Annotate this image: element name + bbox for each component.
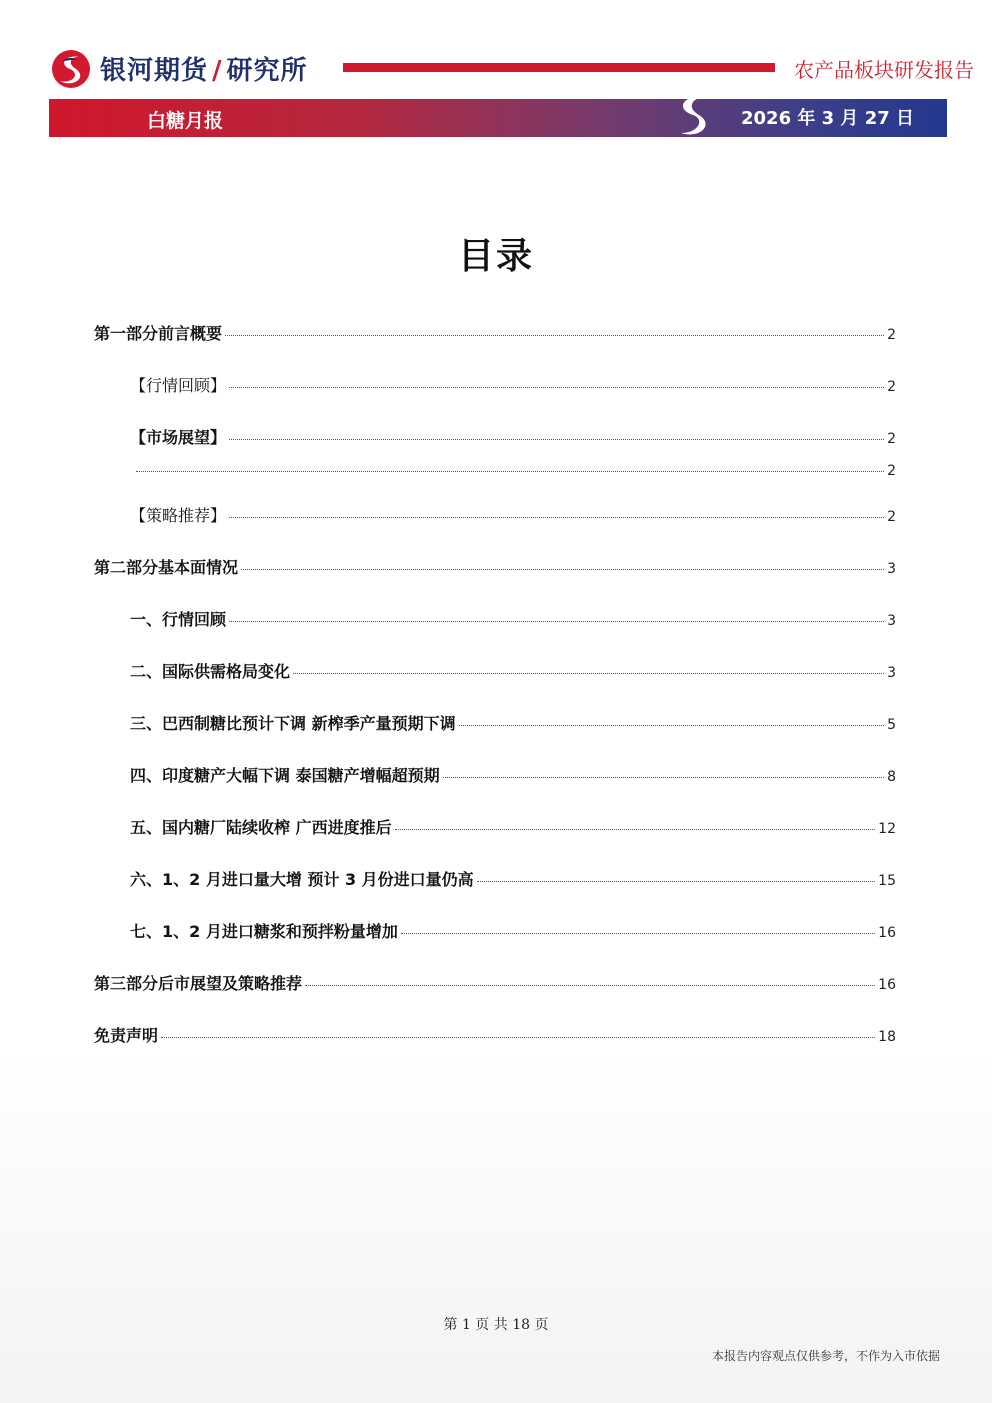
- toc-entry-page: 5: [887, 717, 896, 733]
- toc-entry-market-outlook[interactable]: [130, 425, 896, 448]
- toc-dot-leader: [229, 620, 884, 622]
- toc-dot-leader: [459, 724, 885, 726]
- banner-title: 白糖月报: [147, 110, 224, 132]
- toc-entry-label: 三、巴西制糖比预计下调 新榨季产量预期下调: [130, 714, 456, 733]
- toc-dot-leader: [401, 932, 875, 934]
- toc-title: 目录: [457, 236, 534, 277]
- toc-entry-page: 3: [887, 561, 896, 577]
- report-date: 2026 年 3 月 27 日: [741, 108, 915, 129]
- toc-entry-page: 2: [887, 431, 896, 447]
- toc-entry-label: 二、国际供需格局变化: [130, 662, 291, 681]
- toc-entry-page: 8: [887, 769, 896, 785]
- page-indicator: 第 1 页 共 18 页: [443, 1317, 549, 1333]
- toc-entry-page: 2: [887, 463, 896, 479]
- toc-entry-page: 3: [887, 665, 896, 681]
- toc-entry-disclaimer[interactable]: [94, 1023, 896, 1046]
- toc-entry-market-review[interactable]: [130, 373, 896, 396]
- toc-dot-leader: [225, 334, 884, 336]
- toc-entry-section-3[interactable]: [130, 711, 896, 734]
- toc-entry-strategy[interactable]: [130, 503, 896, 526]
- header-red-rule: [343, 63, 775, 72]
- toc-dot-leader: [293, 672, 884, 674]
- toc-entry-section-1[interactable]: [130, 607, 896, 630]
- toc-entry-label: 【行情回顾】: [130, 376, 227, 395]
- brand-title: [100, 50, 308, 87]
- brand-slash: /: [212, 56, 223, 86]
- toc-dot-leader: [241, 568, 884, 570]
- toc-dot-leader: [161, 1036, 875, 1038]
- toc-entry-section-2[interactable]: [130, 659, 896, 682]
- toc-entry-label: 六、1、2 月进口量大增 预计 3 月份进口量仍高: [130, 870, 474, 889]
- toc-dot-leader: [229, 386, 884, 388]
- toc-entry-label: 四、印度糖产大幅下调 泰国糖产增幅超预期: [130, 766, 440, 785]
- swoosh-icon: [669, 91, 719, 141]
- toc-dot-leader: [229, 438, 884, 440]
- toc-entry-label: 五、国内糖厂陆续收榨 广西进度推后: [130, 818, 392, 837]
- toc-entry-label: 一、行情回顾: [130, 610, 227, 629]
- toc-entry-page: 16: [878, 925, 896, 941]
- toc-entry-page: 2: [887, 327, 896, 343]
- toc-entry-page: 3: [887, 613, 896, 629]
- toc-entry-part-three[interactable]: [94, 971, 896, 994]
- toc-entry-section-6[interactable]: [130, 867, 896, 890]
- toc-entry-label: 【策略推荐】: [130, 506, 227, 525]
- footer-disclaimer: 本报告内容观点仅供参考，不作为入市依据: [711, 1349, 940, 1363]
- toc-entry-page: 2: [887, 379, 896, 395]
- toc-entry-section-5[interactable]: [130, 815, 896, 838]
- toc-entry-page: 2: [887, 509, 896, 525]
- toc-entry-unlabeled[interactable]: [133, 463, 896, 479]
- toc-entry-section-7[interactable]: [130, 919, 896, 942]
- toc-entry-label: 第三部分后市展望及策略推荐: [94, 974, 303, 993]
- brand-dept: 研究所: [226, 56, 308, 86]
- galaxy-logo-icon: [50, 48, 92, 90]
- toc-dot-leader: [305, 984, 875, 986]
- toc-dot-leader: [477, 880, 875, 882]
- brand-name: 银河期货: [100, 56, 209, 86]
- report-category: 农产品板块研发报告: [794, 58, 974, 82]
- toc-dot-leader: [443, 776, 885, 778]
- toc-entry-page: 18: [878, 1029, 896, 1045]
- toc-entry-label: 免责声明: [94, 1026, 159, 1045]
- toc-entry-part-two[interactable]: [94, 555, 896, 578]
- toc-entry-label: 七、1、2 月进口糖浆和预拌粉量增加: [130, 922, 398, 941]
- toc-entry-page: 15: [878, 873, 896, 889]
- toc-entry-label: 第一部分前言概要: [94, 324, 223, 343]
- toc-dot-leader: [229, 516, 884, 518]
- toc-entry-label: 【市场展望】: [130, 428, 227, 447]
- report-banner: [49, 99, 947, 137]
- toc-entry-label: 第二部分基本面情况: [94, 558, 239, 577]
- toc-dot-leader: [136, 470, 884, 472]
- toc-entry-section-4[interactable]: [130, 763, 896, 786]
- toc-entry-part-one[interactable]: [94, 321, 896, 344]
- toc-entry-page: 16: [878, 977, 896, 993]
- toc-dot-leader: [395, 828, 876, 830]
- toc-entry-page: 12: [878, 821, 896, 837]
